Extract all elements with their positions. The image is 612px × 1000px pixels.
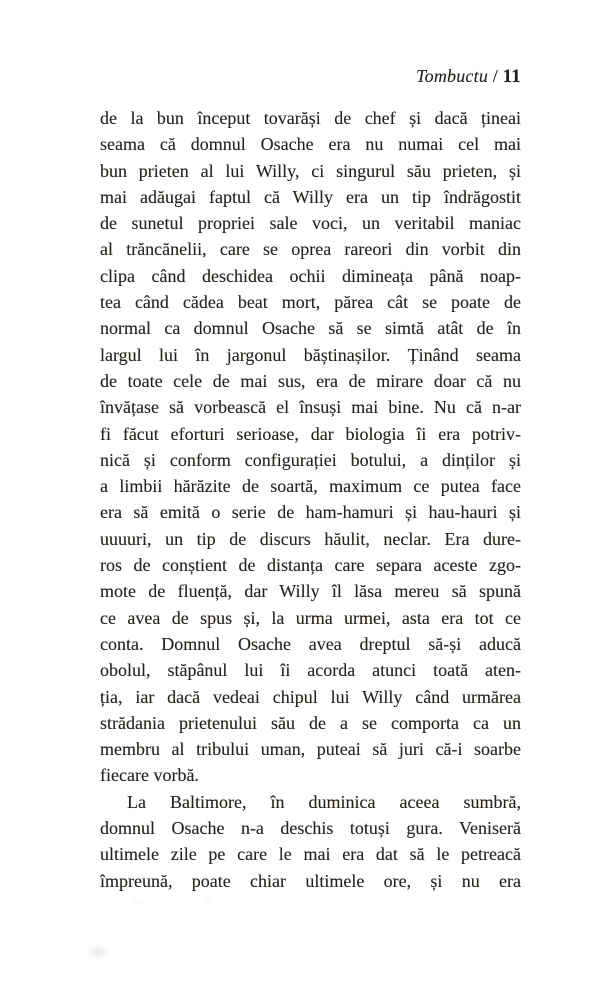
text-line: bun prieten al lui Willy, ci singurul său prieten, și <box>100 160 521 181</box>
text-line: membru al tribului uman, puteai să juri că-i soarbe <box>100 739 521 760</box>
text-line: fi făcut eforturi serioase, dar biologia îi era potriv- <box>100 423 521 444</box>
text-line: La Baltimore, în duminica aceea sumbră, <box>127 791 521 812</box>
text-line: ce avea de spus și, la urma urmei, asta era tot ce <box>100 607 521 628</box>
text-line: seama că domnul Osache era nu numai cel mai <box>100 134 521 155</box>
text-line: a limbii hărăzite de soartă, maximum ce putea face <box>100 476 521 497</box>
paragraph <box>100 789 521 894</box>
page-number: 11 <box>502 66 521 87</box>
scan-artifact <box>130 899 146 906</box>
running-header-separator: / <box>488 66 503 86</box>
text-line: împreună, poate chiar ultimele ore, și nu era <box>100 870 521 891</box>
running-header-book-title: Tombuctu <box>416 66 489 86</box>
text-line: largul lui în jargonul băștinașilor. Ținând seama <box>100 344 521 365</box>
text-line: strădania prietenului său de a se comporta ca un <box>100 712 521 733</box>
text-line: era să emită o serie de ham-hamuri și hau-hauri și <box>100 502 521 523</box>
text-line: de la bun început tovarăși de chef și dacă țineai <box>100 108 521 128</box>
running-header <box>416 66 521 88</box>
text-line: ros de conștient de distanța care separa aceste zgo- <box>100 555 521 576</box>
text-line: fiecare vorbă. <box>100 765 199 786</box>
text-line: conta. Domnul Osache avea dreptul să-și aducă <box>100 633 521 654</box>
text-line: nică și conform configurației botului, a dinților și <box>100 449 521 470</box>
text-line: de toate cele de mai sus, era de mirare doar că nu <box>100 370 521 391</box>
text-line: mai adăugai faptul că Willy era un tip îndrăgostit <box>100 186 521 207</box>
text-line: domnul Osache n-a deschis totuși gura. Veniseră <box>100 818 521 839</box>
scan-artifact <box>85 944 111 960</box>
text-line: ultimele zile pe care le mai era dat să le petreacă <box>100 844 521 865</box>
paragraph <box>100 105 521 789</box>
scan-artifact <box>202 898 215 904</box>
text-line: învățase să vorbească el însuși mai bine. Nu că n-ar <box>100 397 521 418</box>
text-line: de sunetul propriei sale voci, un veritabil maniac <box>100 213 521 234</box>
text-line: normal ca domnul Osache să se simtă atât de în <box>100 318 521 339</box>
body-text <box>100 105 521 894</box>
text-line: al trăncănelii, care se oprea rareori din vorbit din <box>100 239 521 260</box>
text-line: obolul, stăpânul lui îi acorda atunci toată aten- <box>100 660 521 681</box>
text-line: uuuuri, un tip de discurs hăulit, neclar. Era dure- <box>100 528 521 549</box>
text-line: clipa când deschidea ochii dimineața până noap- <box>100 265 521 286</box>
text-line: ția, iar dacă vedeai chipul lui Willy când urmărea <box>100 686 521 707</box>
text-line: tea când cădea beat mort, părea cât se poate de <box>100 292 521 313</box>
text-line: mote de fluență, dar Willy îl lăsa mereu să spună <box>100 581 521 602</box>
